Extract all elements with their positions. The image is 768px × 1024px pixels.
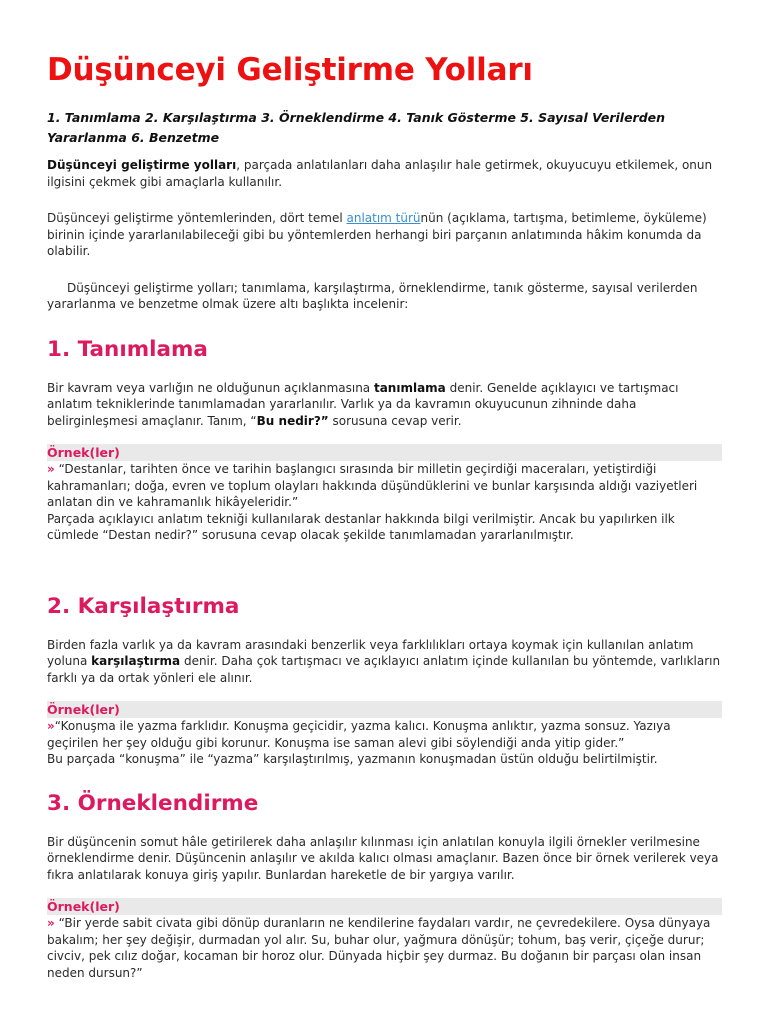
quote-mark-icon: » [47, 916, 55, 930]
section-text: denir. Daha çok tartışmacı ve açıklayıcı anlatım içinde kullanılan bu yöntemde, varlıkların farklı ya da ortak yönleri ele alınır. [47, 654, 721, 685]
example-label: Örnek(ler) [47, 444, 722, 461]
section-heading-karsilastirma: 2. Karşılaştırma [47, 593, 240, 619]
intro-paragraph-3: Düşünceyi geliştirme yolları; tanımlama, karşılaştırma, örneklendirme, tanık gösterme, sayısal verilerden yararlanma ve benzetme olmak üzere altı başlıkta incelenir: [47, 280, 698, 311]
intro-p2-text-after: nün (açıklama, tartışma, betimleme, öyküleme) birinin içinde yararlanılabileceği gibi bu yöntemlerden herhangi biri parçanın anlatımında hâkim konumda da olabilir. [47, 211, 707, 258]
example-quote: “Bir yerde sabit civata gibi dönüp duranların ne kendilerine faydaları vardır, ne çevredekilere. Oysa dünyaya bakalım; her şey değişir, durmadan yol alır. Su, buhar olur, yağmura dönüşür; tohum, baş verir, çiçeğe durur; civciv, pek cılız doğar, kocaman bir horoz olur. Dünyada hiçbir şey durmaz. Bu doğanın bir parçası olan insan neden dursun?” [47, 916, 711, 980]
example-note: Bu parçada “konuşma” ile “yazma” karşılaştırılmış, yazmanın konuşmadan üstün olduğu belirtilmiştir. [47, 752, 658, 766]
section-text: Bir kavram veya varlığın ne olduğunun açıklanmasına [47, 380, 374, 395]
section-text: sorusuna cevap verir. [328, 413, 462, 428]
example-block [47, 718, 722, 768]
intro-p2-text-before: Düşünceyi geliştirme yöntemlerinden, dört temel [47, 211, 347, 225]
example-note: Parçada açıklayıcı anlatım tekniği kullanılarak destanlar hakkında bilgi verilmiştir. Ancak bu yapılırken ilk cümlede “Destan nedir?” sorusuna cevap olacak şekilde tanımlamadan yararlanılmıştır. [47, 511, 675, 542]
section-heading-tanimlama: 1. Tanımlama [47, 336, 208, 362]
intro-p1-text: , parçada anlatılanları daha anlaşılır hale getirmek, okuyucuyu etkilemek, onun ilgisini çekmek gibi amaçlarla kullanılır. [47, 158, 713, 189]
section-text: Birden fazla varlık ya da kavram arasındaki benzerlik veya farklılıkları ortaya koymak için kullanılan anlatım yoluna [47, 637, 694, 668]
section-paragraph-orneklendirme: Bir düşüncenin somut hâle getirilerek daha anlaşılır kılınması için anlatılan konuyla ilgili örnekler verilmesine örneklendirme denir. Düşüncenin anlaşılır ve akılda kalıcı olması amaçlanır. Bazen önce bir örnek verilerek veya fıkra anlatılarak konuya giriş yapılır. Bunlardan hareketle de bir yargıya varılır. [47, 834, 719, 882]
example-block [47, 461, 722, 544]
quote-mark-icon: » [47, 719, 55, 733]
example-label: Örnek(ler) [47, 898, 722, 915]
page-subtitle: 1. Tanımlama 2. Karşılaştırma 3. Örneklendirme 4. Tanık Gösterme 5. Sayısal Verilerden Yararlanma 6. Benzetme [47, 110, 666, 145]
section-paragraph-tanimlama [47, 380, 722, 430]
quote-mark-icon: » [47, 462, 55, 476]
page-title: Düşünceyi Geliştirme Yolları [47, 52, 533, 88]
intro-paragraph-1 [47, 157, 722, 190]
section-bold-term: karşılaştırma [91, 654, 181, 668]
intro-bold-term: Düşünceyi geliştirme yolları [47, 158, 237, 172]
section-bold-term: tanımlama [373, 380, 446, 395]
section-bold-question: Bu nedir?” [256, 413, 329, 428]
section-paragraph-karsilastirma [47, 637, 722, 687]
example-quote: “Destanlar, tarihten önce ve tarihin başlangıcı sırasında bir milletin geçirdiği maceraları, yetiştirdiği kahramanları; doğa, evren ve toplum olayları hakkında düşündüklerini ve bunlar karşısında aldığı vaziyetleri anlatan din ve kahramanlık hikâyeleridir.” [47, 462, 698, 509]
example-quote: “Konuşma ile yazma farklıdır. Konuşma geçicidir, yazma kalıcı. Konuşma anlıktır, yazma sonsuz. Yazıya geçirilen her şey olduğu gibi korunur. Konuşma ise saman alevi gibi söylendiği anda yitip gider.” [47, 719, 671, 750]
section-heading-orneklendirme: 3. Örneklendirme [47, 790, 259, 816]
section-text: denir. Genelde açıklayıcı ve tartışmacı anlatım tekniklerinde tanımlamadan yararlanılır. Varlık ya da kavramın okuyucunun zihninde daha belirginleşmesi amaçlanır. Tanım, “ [47, 380, 679, 428]
example-block [47, 915, 722, 981]
example-label: Örnek(ler) [47, 701, 722, 718]
anlatim-turu-link[interactable]: anlatım türü [346, 211, 421, 225]
intro-paragraph-2 [47, 210, 722, 260]
